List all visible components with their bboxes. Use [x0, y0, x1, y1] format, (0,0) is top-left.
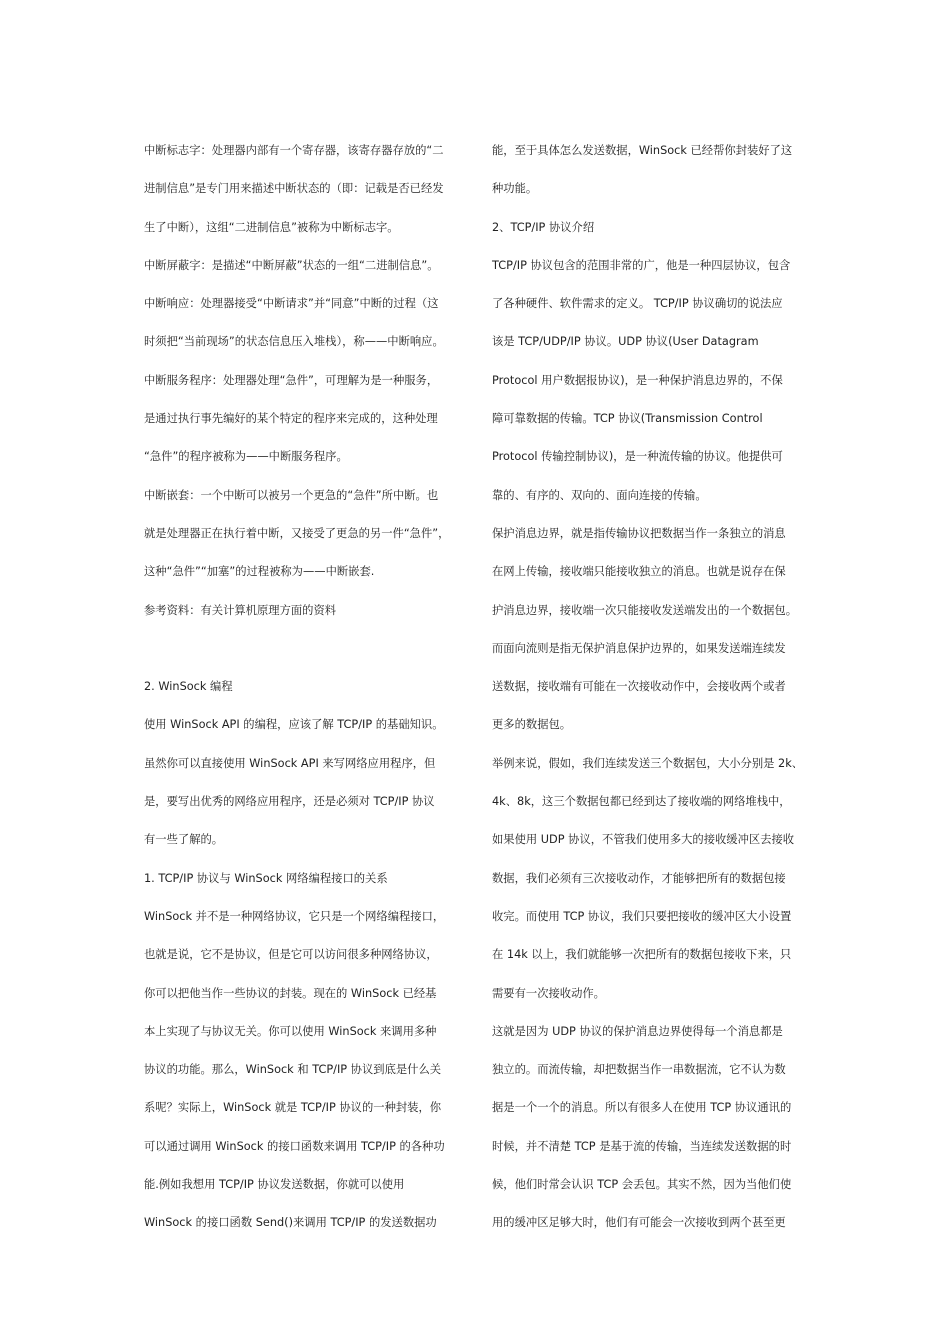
text-line: 使用 WinSock API 的编程，应该了解 TCP/IP 的基础知识。 — [144, 718, 444, 732]
right-text-column — [492, 136, 810, 1247]
text-line: 靠的、有序的、双向的、面向连接的传输。 — [492, 488, 707, 502]
text-line: 4k、8k，这三个数据包都已经到达了接收端的网络堆栈中， — [492, 795, 791, 809]
text-line: 障可靠数据的传输。TCP 协议(Transmission Control — [492, 412, 763, 426]
text-line: 本上实现了与协议无关。你可以使用 WinSock 来调用多种 — [144, 1024, 437, 1038]
text-line: 中断屏蔽字：是描述“中断屏蔽”状态的一组“二进制信息”。 — [144, 258, 439, 272]
text-line: 有一些了解的。 — [144, 833, 224, 847]
text-line: 据是一个一个的消息。所以有很多人在使用 TCP 协议通讯的 — [492, 1101, 792, 1115]
text-line: 举例来说，假如，我们连续发送三个数据包，大小分别是 2k、 — [492, 756, 804, 770]
text-line: “急件”的程序被称为——中断服务程序。 — [144, 450, 348, 464]
text-line: 用的缓冲区足够大时，他们有可能会一次接收到两个甚至更 — [492, 1216, 786, 1230]
text-line: 时须把“当前现场”的状态信息压入堆栈），称——中断响应。 — [144, 335, 444, 349]
text-line: 独立的。而流传输，却把数据当作一串数据流，它不认为数 — [492, 1063, 786, 1077]
text-line: 虽然你可以直接使用 WinSock API 来写网络应用程序，但 — [144, 756, 436, 770]
text-line: 在网上传输，接收端只能接收独立的消息。也就是说存在保 — [492, 565, 786, 579]
text-line: TCP/IP 协议包含的范围非常的广，他是一种四层协议，包含 — [492, 258, 791, 272]
text-line: 可以通过调用 WinSock 的接口函数来调用 TCP/IP 的各种功 — [144, 1139, 445, 1153]
text-line: 需要有一次接收动作。 — [492, 986, 605, 1000]
text-line: 数据，我们必须有三次接收动作，才能够把所有的数据包接 — [492, 871, 786, 885]
text-line: 如果使用 UDP 协议，不管我们使用多大的接收缓冲区去接收 — [492, 833, 795, 847]
text-line: 收完。而使用 TCP 协议，我们只要把接收的缓冲区大小设置 — [492, 909, 792, 923]
text-line: Protocol 用户数据报协议)，是一种保护消息边界的，不保 — [492, 373, 783, 387]
section-heading: 2. WinSock 编程 — [144, 680, 233, 694]
text-line: 能，至于具体怎么发送数据，WinSock 已经帮你封装好了这 — [492, 144, 793, 157]
text-line: 在 14k 以上，我们就能够一次把所有的数据包接收下来，只 — [492, 948, 792, 962]
text-line: 中断标志字：处理器内部有一个寄存器，该寄存器存放的“二 — [144, 144, 444, 157]
text-line: 也就是说，它不是协议，但是它可以访问很多种网络协议， — [144, 948, 438, 962]
text-line: 了各种硬件、软件需求的定义。 TCP/IP 协议确切的说法应 — [492, 297, 783, 311]
subsection-heading: 1. TCP/IP 协议与 WinSock 网络编程接口的关系 — [144, 871, 388, 885]
text-line: 这种“急件”“加塞”的过程被称为——中断嵌套. — [144, 565, 375, 579]
text-line: 这就是因为 UDP 协议的保护消息边界使得每一个消息都是 — [492, 1024, 783, 1038]
text-line: 送数据，接收端有可能在一次接收动作中，会接收两个或者 — [492, 680, 786, 694]
blank-line — [144, 634, 462, 672]
text-line: 保护消息边界，就是指传输协议把数据当作一条独立的消息 — [492, 526, 786, 540]
text-line: 护消息边界，接收端一次只能接收发送端发出的一个数据包。 — [492, 603, 798, 617]
text-line: 更多的数据包。 — [492, 718, 572, 732]
text-line: 协议的功能。那么，WinSock 和 TCP/IP 协议到底是什么关 — [144, 1063, 442, 1077]
left-text-column — [144, 136, 462, 1247]
subsection-heading: 2、TCP/IP 协议介绍 — [492, 220, 595, 234]
text-line: 就是处理器正在执行着中断，又接受了更急的另一件“急件”， — [144, 526, 450, 540]
text-line: 种功能。 — [492, 182, 538, 196]
text-line: 你可以把他当作一些协议的封装。现在的 WinSock 已经基 — [144, 986, 437, 1000]
text-line: 是，要写出优秀的网络应用程序，还是必须对 TCP/IP 协议 — [144, 795, 435, 809]
text-line: 是通过执行事先编好的某个特定的程序来完成的，这种处理 — [144, 412, 438, 426]
text-line: WinSock 的接口函数 Send()来调用 TCP/IP 的发送数据功 — [144, 1216, 437, 1230]
text-line: 参考资料：有关计算机原理方面的资料 — [144, 603, 337, 617]
text-line: 该是 TCP/UDP/IP 协议。UDP 协议(User Datagram — [492, 335, 759, 349]
text-line: 时候，并不清楚 TCP 是基于流的传输，当连续发送数据的时 — [492, 1139, 792, 1153]
text-line: 系呢？实际上，WinSock 就是 TCP/IP 协议的一种封装，你 — [144, 1101, 442, 1115]
text-line: Protocol 传输控制协议)，是一种流传输的协议。他提供可 — [492, 450, 783, 464]
text-line: 而面向流则是指无保护消息保护边界的，如果发送端连续发 — [492, 641, 786, 655]
text-line: 进制信息”是专门用来描述中断状态的（即：记载是否已经发 — [144, 182, 444, 196]
text-line: WinSock 并不是一种网络协议，它只是一个网络编程接口， — [144, 909, 445, 923]
text-line: 中断嵌套：一个中断可以被另一个更急的“急件”所中断。也 — [144, 488, 439, 502]
text-line: 能.例如我想用 TCP/IP 协议发送数据，你就可以使用 — [144, 1178, 405, 1192]
text-line: 中断响应：处理器接受“中断请求”并“同意”中断的过程（这 — [144, 297, 439, 311]
text-line: 中断服务程序：处理器处理“急件”，可理解为是一种服务， — [144, 373, 439, 387]
text-line: 生了中断），这组“二进制信息”被称为中断标志字。 — [144, 220, 399, 234]
text-line: 候，他们时常会认识 TCP 会丢包。其实不然，因为当他们使 — [492, 1178, 792, 1192]
